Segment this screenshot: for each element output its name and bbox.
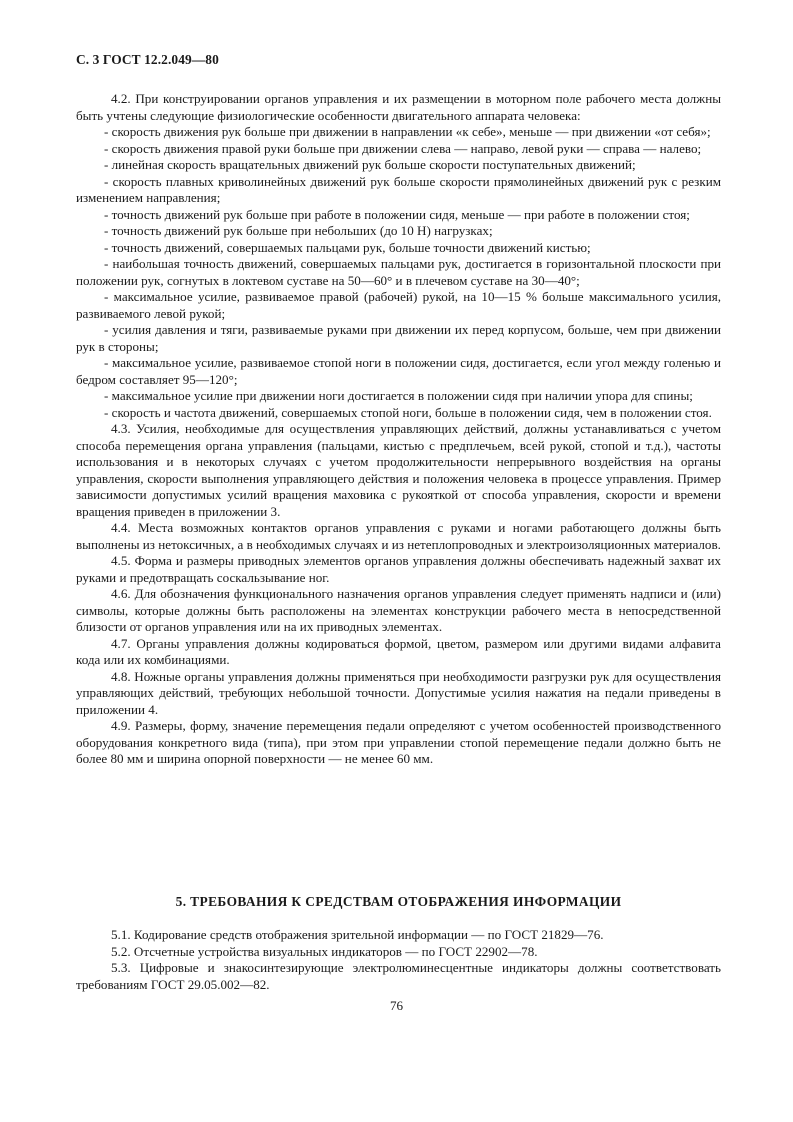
page-header: С. 3 ГОСТ 12.2.049—80 <box>76 52 219 67</box>
list-item: - скорость движения рук больше при движении в направлении «к себе», меньше — при движении «от себя»; <box>104 124 711 139</box>
paragraph-4-2: 4.2. При конструировании органов управления и их размещении в моторном поле рабочего места должны быть учтены следующие физиологические особенности двигательного аппарата человека: <box>76 91 721 123</box>
list-item: - точность движений, совершаемых пальцами рук, больше точности движений кистью; <box>104 239 591 255</box>
list-item: - максимальное усилие, развиваемое стопой ноги в положении сидя, достигается, если угол между голенью и бедром составляет 95—120°; <box>76 355 721 387</box>
list-item: - скорость плавных криволинейных движений рук больше скорости прямолинейных движений рук с резким изменением направления; <box>76 173 721 205</box>
paragraph-4-6: 4.6. Для обозначения функционального назначения органов управления следует применять надписи и (или) символы, которые должны быть расположены на элементах конструкции рабочего места в непосредственной близости от органов управления или на их приводных элементах. <box>76 586 721 634</box>
paragraph-4-4: 4.4. Места возможных контактов органов управления с руками и ногами работающего должны быть выполнены из нетоксичных, а в необходимых случаях и из нетеплопроводных и электроизоляционных материалов. <box>76 520 721 552</box>
page-number: 76 <box>389 998 404 1013</box>
paragraph-5-2: 5.2. Отсчетные устройства визуальных индикаторов — по ГОСТ 22902—78. <box>111 943 538 959</box>
section-4-body <box>76 91 721 768</box>
paragraph-4-8: 4.8. Ножные органы управления должны применяться при необходимости разгрузки рук для осуществления управляющих действий, требующих небольшой точности. Допустимые усилия нажатия на педали приведены в приложении 4. <box>76 668 721 717</box>
list-item: - максимальное усилие при движении ноги достигается в положении сидя при наличии упора для спины; <box>104 388 693 403</box>
paragraph-5-1: 5.1. Кодирование средств отображения зрительной информации — по ГОСТ 21829—76. <box>111 927 604 942</box>
paragraph-4-5: 4.5. Форма и размеры приводных элементов органов управления должны обеспечивать надежный захват их руками и предотвращать соскальзывание ног. <box>76 553 721 585</box>
list-item: - наибольшая точность движений, совершаемых пальцами рук, достигается в горизонтальной плоскости при положении рук, согнутых в локтевом суставе на 50—60° и в плечевом суставе на 30—40°; <box>76 256 721 288</box>
list-item: - усилия давления и тяги, развиваемые руками при движении их перед корпусом, больше, чем при движении рук в стороны; <box>76 322 721 354</box>
section-5-body <box>76 927 721 993</box>
list-item: - скорость движения правой руки больше при движении слева — направо, левой руки — справа — налево; <box>104 140 702 156</box>
paragraph-4-9: 4.9. Размеры, форму, значение перемещения педали определяют с учетом особенностей производственного оборудования конкретного вида (типа), при этом при управлении стопой перемещение педали должно быть не более 80 мм и ширина опорной поверхности — не менее 60 мм. <box>76 718 721 766</box>
list-item: - линейная скорость вращательных движений рук больше скорости поступательных движений; <box>104 157 636 172</box>
list-item: - точность движений рук больше при работе в положении сидя, меньше — при работе в положении стоя; <box>104 206 690 222</box>
list-item: - максимальное усилие, развиваемое правой (рабочей) рукой, на 10—15 % больше максимального усилия, развиваемого левой рукой; <box>76 289 721 321</box>
section-5-title: 5. ТРЕБОВАНИЯ К СРЕДСТВАМ ОТОБРАЖЕНИЯ ИНФОРМАЦИИ <box>175 894 622 909</box>
list-item: - скорость и частота движений, совершаемых стопой ноги, больше в положении сидя, чем в положении стоя. <box>104 404 712 420</box>
list-item: - точность движений рук больше при небольших (до 10 Н) нагрузках; <box>104 223 493 238</box>
paragraph-4-3: 4.3. Усилия, необходимые для осуществления управляющих действий, должны устанавливаться с учетом способа перемещения органа управления (пальцами, кистью с предплечьем, всей рукой, стопой и т.д.), частоты использования и в некоторых случаях с учетом продолжительности непрерывного воздействия на органы управления, скорости выполнения управляющего действия и положения человека в процессе управления. Пример зависимости допустимых усилий вращения маховика с рукояткой от способа управления, скорости и времени вращения приведен в приложении 3. <box>76 421 721 519</box>
paragraph-5-3: 5.3. Цифровые и знакосинтезирующие электролюминесцентные индикаторы должны соответствовать требованиям ГОСТ 29.05.002—82. <box>76 960 721 992</box>
paragraph-4-7: 4.7. Органы управления должны кодироваться формой, цветом, размером или другими видами алфавита кода или их комбинациями. <box>76 635 721 667</box>
